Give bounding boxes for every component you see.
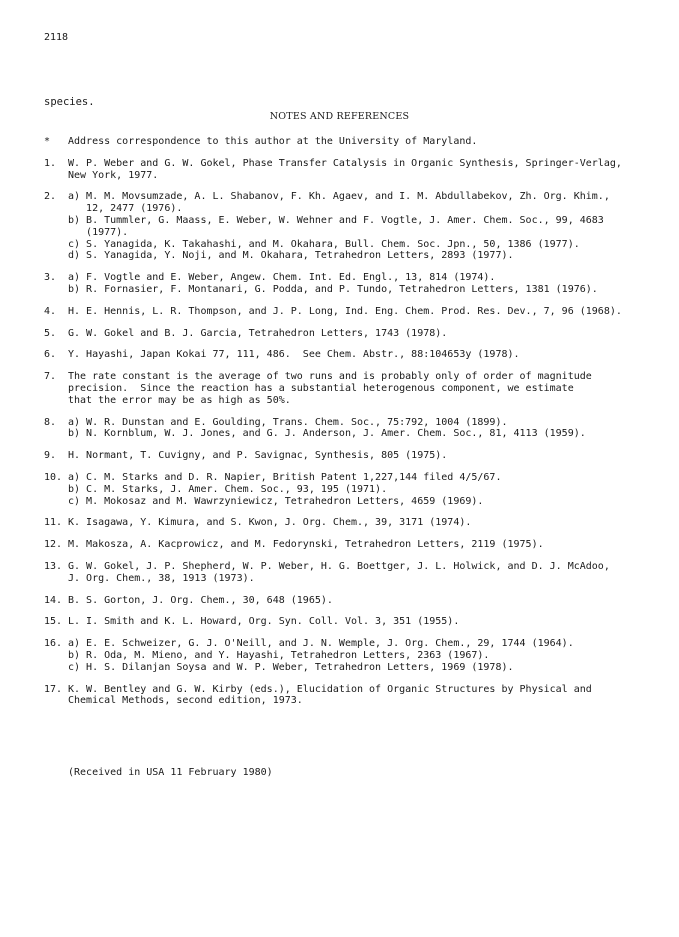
reference-line: B. S. Gorton, J. Org. Chem., 30, 648 (1965).: [68, 594, 333, 606]
reference-line: a) E. E. Schweizer, G. J. O'Neill, and J. N. Wemple, J. Org. Chem., 29, 1744 (1964).: [68, 638, 574, 650]
reference-text: [68, 472, 664, 507]
reference-text: [68, 595, 664, 607]
reference-line: d) S. Yanagida, Y. Noji, and M. Okahara, Tetrahedron Letters, 2893 (1977).: [68, 250, 514, 262]
reference-text: [68, 371, 664, 406]
reference-item: [44, 450, 664, 462]
reference-item: [44, 417, 664, 441]
reference-item: [44, 595, 664, 607]
reference-line: M. Makosza, A. Kacprowicz, and M. Fedorynski, Tetrahedron Letters, 2119 (1975).: [68, 539, 544, 551]
reference-number: 8.: [44, 416, 57, 428]
reference-item: [44, 371, 664, 406]
reference-text: [68, 349, 664, 361]
reference-text: [68, 306, 664, 318]
reference-number: *: [44, 136, 51, 147]
reference-line: a) M. M. Movsumzade, A. L. Shabanov, F. Kh. Agaev, and I. M. Abdullabekov, Zh. Org. Khim.,: [68, 191, 610, 203]
reference-line: L. I. Smith and K. L. Howard, Org. Syn. Coll. Vol. 3, 351 (1955).: [68, 616, 460, 628]
reference-line: b) N. Kornblum, W. J. Jones, and G. J. Anderson, J. Amer. Chem. Soc., 81, 4113 (1959).: [68, 428, 586, 440]
reference-number: 16.: [44, 638, 63, 650]
reference-text: [68, 191, 664, 262]
reference-number: 13.: [44, 560, 63, 572]
reference-line: H. Normant, T. Cuvigny, and P. Savignac, Synthesis, 805 (1975).: [68, 450, 448, 462]
reference-line: b) B. Tummler, G. Maass, E. Weber, W. Wehner and F. Vogtle, J. Amer. Chem. Soc., 99, 4683: [68, 214, 604, 226]
reference-item: [44, 136, 664, 148]
reference-text: [68, 450, 664, 462]
reference-number: 17.: [44, 683, 63, 695]
reference-line: c) H. S. Dilanjan Soysa and W. P. Weber, Tetrahedron Letters, 1969 (1978).: [68, 661, 514, 673]
reference-line: (1977).: [68, 226, 129, 238]
reference-number: 6.: [44, 349, 57, 361]
reference-text: [68, 638, 664, 673]
reference-line: G. W. Gokel, J. P. Shepherd, W. P. Weber, H. G. Boettger, J. L. Holwick, and D. J. McAdoo,: [68, 560, 610, 572]
reference-text: [68, 684, 664, 708]
reference-line: K. W. Bentley and G. W. Kirby (eds.), Elucidation of Organic Structures by Physical and: [68, 683, 592, 695]
reference-number: 14.: [44, 594, 63, 606]
reference-line: b) R. Fornasier, F. Montanari, G. Podda, and P. Tundo, Tetrahedron Letters, 1381 (1976).: [68, 283, 598, 295]
reference-number: 7.: [44, 371, 57, 383]
reference-line: a) W. R. Dunstan and E. Goulding, Trans. Chem. Soc., 75:792, 1004 (1899).: [68, 416, 508, 428]
reference-text: [68, 328, 664, 340]
reference-item: [44, 272, 664, 296]
reference-number: 4.: [44, 305, 57, 317]
reference-line: a) C. M. Starks and D. R. Napier, British Patent 1,227,144 filed 4/5/67.: [68, 471, 502, 483]
reference-line: New York, 1977.: [68, 169, 159, 181]
reference-line: b) R. Oda, M. Mieno, and Y. Hayashi, Tetrahedron Letters, 2363 (1967).: [68, 649, 490, 661]
reference-text: [68, 616, 664, 628]
reference-item: [44, 349, 664, 361]
reference-item: [44, 616, 664, 628]
reference-line: Address correspondence to this author at the University of Maryland.: [68, 136, 478, 147]
reference-number: 15.: [44, 616, 63, 628]
species-text: species.: [44, 96, 95, 108]
reference-item: [44, 328, 664, 340]
reference-line: H. E. Hennis, L. R. Thompson, and J. P. Long, Ind. Eng. Chem. Prod. Res. Dev., 7, 96 (1968).: [68, 305, 622, 317]
reference-line: 12, 2477 (1976).: [68, 203, 183, 215]
reference-line: G. W. Gokel and B. J. Garcia, Tetrahedron Letters, 1743 (1978).: [68, 327, 448, 339]
reference-text: [68, 158, 664, 182]
reference-line: c) S. Yanagida, K. Takahashi, and M. Okahara, Bull. Chem. Soc. Jpn., 50, 1386 (1977).: [68, 238, 580, 250]
reference-line: Y. Hayashi, Japan Kokai 77, 111, 486. See Chem. Abstr., 88:104653y (1978).: [68, 349, 520, 361]
reference-number: 10.: [44, 471, 63, 483]
reference-number: 1.: [44, 157, 57, 169]
reference-text: [68, 136, 664, 148]
reference-number: 12.: [44, 539, 63, 551]
reference-item: [44, 472, 664, 507]
reference-line: K. Isagawa, Y. Kimura, and S. Kwon, J. Org. Chem., 39, 3171 (1974).: [68, 517, 472, 529]
reference-text: [68, 417, 664, 441]
reference-text: [68, 272, 664, 296]
reference-item: [44, 306, 664, 318]
page-number: 2118: [44, 32, 69, 43]
reference-item: [44, 638, 664, 673]
reference-number: 2.: [44, 191, 57, 203]
reference-text: [68, 539, 664, 551]
reference-line: c) M. Mokosaz and M. Wawrzyniewicz, Tetrahedron Letters, 4659 (1969).: [68, 495, 484, 507]
reference-item: [44, 517, 664, 529]
reference-text: [68, 561, 664, 585]
notes-heading: NOTES AND REFERENCES: [269, 111, 410, 122]
reference-text: [68, 517, 664, 529]
reference-line: precision. Since the reaction has a substantial heterogenous component, we estimate: [68, 382, 574, 394]
reference-item: [44, 684, 664, 708]
reference-item: [44, 191, 664, 262]
reference-number: 5.: [44, 327, 57, 339]
reference-item: [44, 539, 664, 551]
reference-item: [44, 561, 664, 585]
reference-line: The rate constant is the average of two runs and is probably only of order of magnitude: [68, 371, 592, 383]
reference-number: 3.: [44, 272, 57, 284]
received-date: (Received in USA 11 February 1980): [68, 767, 273, 778]
reference-list: [44, 136, 664, 717]
reference-number: 9.: [44, 450, 57, 462]
reference-item: [44, 158, 664, 182]
reference-line: Chemical Methods, second edition, 1973.: [68, 695, 303, 707]
reference-line: b) C. M. Starks, J. Amer. Chem. Soc., 93, 195 (1971).: [68, 483, 388, 495]
reference-line: a) F. Vogtle and E. Weber, Angew. Chem. Int. Ed. Engl., 13, 814 (1974).: [68, 272, 496, 284]
reference-line: J. Org. Chem., 38, 1913 (1973).: [68, 572, 255, 584]
reference-line: W. P. Weber and G. W. Gokel, Phase Transfer Catalysis in Organic Synthesis, Springer-Verlag,: [68, 157, 622, 169]
reference-number: 11.: [44, 517, 63, 529]
reference-line: that the error may be as high as 50%.: [68, 394, 291, 406]
